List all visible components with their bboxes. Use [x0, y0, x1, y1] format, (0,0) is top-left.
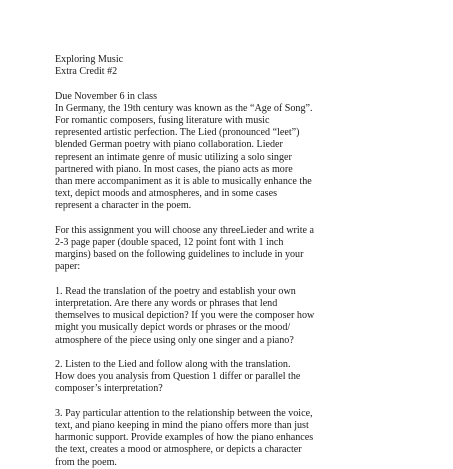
header-block	[55, 54, 415, 103]
text-line: How does you analysis from Question 1 differ or parallel the	[55, 371, 301, 383]
text-line: text, and piano keeping in mind the piano offers more than just	[55, 420, 309, 432]
text-line: 2. Listen to the Lied and follow along with the translation.	[55, 359, 291, 371]
spacer	[55, 78, 415, 90]
text-line: interpretation. Are there any words or phrases that lend	[55, 298, 278, 310]
text-line: 1. Read the translation of the poetry and establish your own	[55, 285, 296, 297]
text-line: than mere accompaniment as it is able to musically enhance the	[55, 176, 312, 188]
guideline-item-2	[55, 359, 415, 396]
text-line: composer’s interpretation?	[55, 383, 163, 395]
text-line: paper:	[55, 261, 81, 273]
assignment-paragraph	[55, 225, 415, 274]
text-line: 3. Pay particular attention to the relationship between the voice,	[55, 407, 313, 419]
text-line: from the poem.	[55, 456, 117, 468]
text-line: the text, creates a mood or atmosphere, or depicts a character	[55, 444, 302, 456]
spacer	[55, 274, 415, 286]
text-line: blended German poetry with piano collaboration. Lieder	[55, 139, 283, 151]
text-line: For romantic composers, fusing literature with music	[55, 115, 270, 126]
text-line: atmosphere of the piece using only one singer and a piano?	[55, 334, 294, 346]
text-line: themselves to musical depiction? If you were the composer how	[55, 310, 315, 322]
due-date: Due November 6 in class	[55, 90, 158, 102]
document-title: Exploring Music	[55, 54, 124, 65]
text-line: represent an intimate genre of music utilizing a solo singer	[55, 151, 292, 163]
text-line: represent a character in the poem.	[55, 200, 192, 212]
spacer	[55, 213, 415, 225]
text-line: represented artistic perfection. The Lied (pronounced “leet”)	[55, 127, 300, 139]
document-subtitle: Extra Credit #2	[55, 66, 118, 78]
text-line: partnered with piano. In most cases, the piano acts as more	[55, 163, 293, 175]
text-line: 2-3 page paper (double spaced, 12 point font with 1 inch	[55, 237, 284, 249]
document-body	[55, 54, 415, 469]
guideline-item-3	[55, 408, 415, 469]
spacer	[55, 347, 415, 359]
text-line: For this assignment you will choose any threeLieder and write a	[55, 224, 315, 236]
text-line: might you musically depict words or phrases or the mood/	[55, 322, 291, 334]
text-line: In Germany, the 19th century was known as the “Age of Song”.	[55, 102, 313, 114]
text-line: margins) based on the following guidelines to include in your	[55, 249, 304, 261]
intro-paragraph	[55, 103, 415, 213]
text-line: harmonic support. Provide examples of how the piano enhances	[55, 432, 314, 444]
spacer	[55, 396, 415, 408]
guideline-item-1	[55, 286, 415, 347]
text-line: text, depict moods and atmospheres, and in some cases	[55, 188, 278, 200]
